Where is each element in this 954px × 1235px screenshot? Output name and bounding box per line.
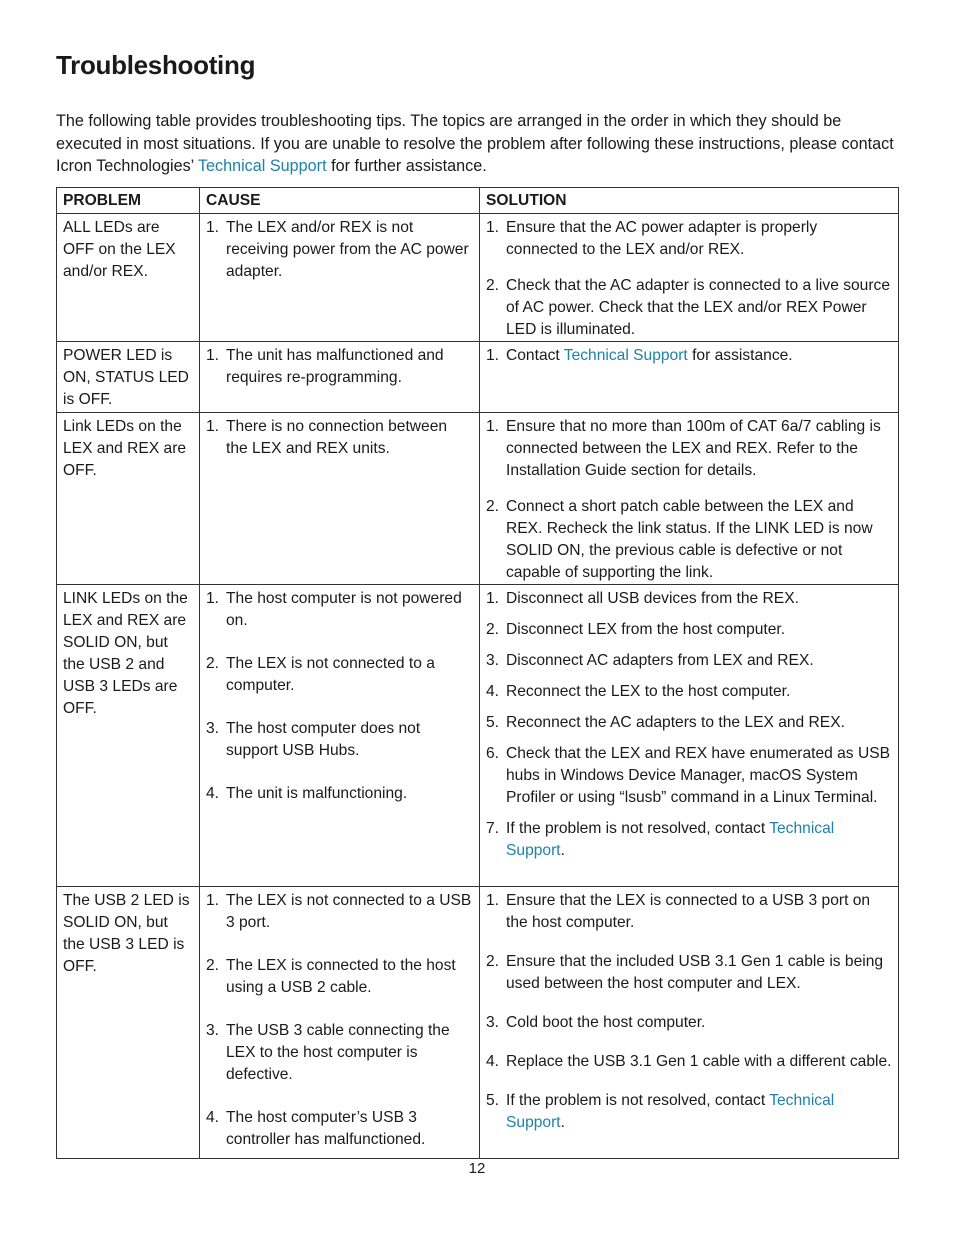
intro-technical-support-link[interactable]: Technical Support [197, 157, 327, 175]
item-suffix: . [560, 842, 565, 859]
list-item [486, 1012, 892, 1034]
list-item [206, 718, 473, 762]
problem-text: The USB 2 LED is SOLID ON, but the USB 3 LED is OFF. [63, 892, 190, 975]
item-text: Cold boot the host computer. [506, 1014, 706, 1031]
item-text: There is no connection between the LEX and REX units. [226, 418, 448, 457]
problem-cell [57, 413, 200, 585]
item-text: The LEX is connected to the host using a USB 2 cable. [226, 957, 456, 996]
solution-cell [480, 413, 899, 585]
intro-paragraph [56, 110, 902, 178]
list-item [486, 1051, 892, 1073]
intro-suffix: for further assistance. [326, 157, 487, 175]
cause-cell [200, 585, 480, 887]
item-text: The unit has malfunctioned and requires re-programming. [226, 347, 444, 386]
list-item [206, 653, 473, 697]
item-text: The LEX and/or REX is not receiving power from the AC power adapter. [226, 219, 469, 280]
item-text: If the problem is not resolved, contact [506, 820, 770, 837]
item-number: 1. [486, 892, 500, 909]
item-number: 4. [486, 1053, 500, 1070]
item-number: 4. [206, 785, 220, 802]
list-item [206, 345, 473, 389]
item-text: Ensure that the LEX is connected to a USB 3 port on the host computer. [506, 892, 871, 931]
item-text: The host computer is not powered on. [226, 590, 462, 629]
item-number: 3. [206, 1022, 220, 1039]
technical-support-link[interactable]: Technical Support [563, 347, 688, 364]
problem-cell [57, 214, 200, 342]
list-item [486, 890, 892, 934]
item-number: 1. [486, 590, 500, 607]
item-number: 2. [486, 953, 500, 970]
item-text: If the problem is not resolved, contact [506, 1092, 770, 1109]
solution-cell [480, 214, 899, 342]
list-item [486, 619, 892, 641]
item-number: 2. [206, 957, 220, 974]
list-item [206, 1107, 473, 1151]
item-number: 3. [486, 652, 500, 669]
list-item [206, 588, 473, 632]
problem-cell [57, 887, 200, 1159]
list-item [486, 818, 892, 862]
item-number: 2. [486, 277, 500, 294]
list-item [486, 1090, 892, 1134]
item-text: Connect a short patch cable between the LEX and REX. Recheck the link status. If the LINK LED is now SOLID ON, the previous cable is defective or not capable of supporting the link. [506, 498, 873, 581]
cause-cell [200, 413, 480, 585]
table-row [57, 887, 899, 1159]
item-number: 5. [486, 1092, 500, 1109]
item-suffix: for assistance. [687, 347, 793, 364]
technical-support-link[interactable]: Technical Support [506, 820, 835, 859]
header-solution: SOLUTION [480, 188, 899, 214]
item-text: Ensure that the AC power adapter is properly connected to the LEX and/or REX. [506, 219, 818, 258]
item-number: 1. [486, 347, 500, 364]
header-cause: CAUSE [200, 188, 480, 214]
item-number: 4. [486, 683, 500, 700]
item-text: Ensure that no more than 100m of CAT 6a/7 cabling is connected between the LEX and REX. Refer to the Installation Guide section for details. [506, 418, 881, 479]
table-row [57, 585, 899, 887]
item-text: The host computer does not support USB Hubs. [226, 720, 421, 759]
cause-cell [200, 214, 480, 342]
item-text: The unit is malfunctioning. [226, 785, 408, 802]
item-number: 3. [486, 1014, 500, 1031]
item-number: 3. [206, 720, 220, 737]
problem-cell [57, 585, 200, 887]
item-number: 1. [206, 347, 220, 364]
intro-text: The following table provides troubleshooting tips. The topics are arranged in the order in which they should be executed in most situations. If you are unable to resolve the problem after following these instructions, please contact Icron Technologies’ [56, 112, 894, 175]
item-number: 6. [486, 745, 500, 762]
table-row [57, 342, 899, 413]
troubleshooting-table [56, 187, 899, 1159]
item-text: Reconnect the LEX to the host computer. [506, 683, 791, 700]
problem-text: LINK LEDs on the LEX and REX are SOLID ON, but the USB 2 and USB 3 LEDs are OFF. [63, 590, 188, 717]
item-suffix: . [560, 1114, 565, 1131]
list-item [486, 416, 892, 482]
item-number: 2. [486, 621, 500, 638]
page-title: Troubleshooting [56, 50, 256, 80]
header-problem: PROBLEM [57, 188, 200, 214]
item-number: 2. [486, 498, 500, 515]
list-item [486, 951, 892, 995]
item-number: 1. [486, 219, 500, 236]
cause-cell [200, 342, 480, 413]
item-number: 5. [486, 714, 500, 731]
item-number: 1. [206, 418, 220, 435]
item-number: 7. [486, 820, 500, 837]
item-text: The LEX is not connected to a computer. [226, 655, 435, 694]
item-number: 2. [206, 655, 220, 672]
item-number: 1. [206, 590, 220, 607]
solution-cell [480, 585, 899, 887]
item-text: Check that the LEX and REX have enumerated as USB hubs in Windows Device Manager, macOS System Profiler or using “lsusb” command in a Linux Terminal. [506, 745, 891, 806]
item-text: Reconnect the AC adapters to the LEX and REX. [506, 714, 845, 731]
list-item [486, 712, 892, 734]
list-item [486, 743, 892, 809]
item-number: 4. [206, 1109, 220, 1126]
list-item [486, 681, 892, 703]
problem-text: Link LEDs on the LEX and REX are OFF. [63, 418, 187, 479]
solution-cell [480, 342, 899, 413]
list-item [486, 217, 892, 261]
item-number: 1. [486, 418, 500, 435]
item-number: 1. [206, 892, 220, 909]
technical-support-link[interactable]: Technical Support [506, 1092, 835, 1131]
page-number: 12 [468, 1160, 486, 1177]
item-text: Ensure that the included USB 3.1 Gen 1 cable is being used between the host computer and LEX. [506, 953, 884, 992]
item-text: The LEX is not connected to a USB 3 port. [226, 892, 472, 931]
list-item [206, 890, 473, 934]
list-item [206, 783, 473, 805]
list-item [206, 416, 473, 460]
list-item [486, 345, 892, 367]
item-text: Replace the USB 3.1 Gen 1 cable with a different cable. [506, 1053, 892, 1070]
problem-cell [57, 342, 200, 413]
list-item [486, 650, 892, 672]
problem-text: ALL LEDs are OFF on the LEX and/or REX. [63, 219, 176, 280]
list-item [206, 1020, 473, 1086]
item-text: The host computer’s USB 3 controller has malfunctioned. [226, 1109, 426, 1148]
list-item [486, 275, 892, 341]
list-item [206, 217, 473, 283]
solution-cell [480, 887, 899, 1159]
list-item [206, 955, 473, 999]
item-text: Disconnect LEX from the host computer. [506, 621, 786, 638]
item-text: Disconnect all USB devices from the REX. [506, 590, 799, 607]
item-number: 1. [206, 219, 220, 236]
table-header-row [57, 188, 899, 214]
item-text: Disconnect AC adapters from LEX and REX. [506, 652, 814, 669]
list-item [486, 588, 892, 610]
item-text: Check that the AC adapter is connected to a live source of AC power. Check that the LEX and/or REX Power LED is illuminated. [506, 277, 891, 338]
table-row [57, 214, 899, 342]
item-text: Contact [506, 347, 564, 364]
list-item [486, 496, 892, 584]
problem-text: POWER LED is ON, STATUS LED is OFF. [63, 347, 189, 408]
cause-cell [200, 887, 480, 1159]
table-row [57, 413, 899, 585]
item-text: The USB 3 cable connecting the LEX to the host computer is defective. [226, 1022, 450, 1083]
